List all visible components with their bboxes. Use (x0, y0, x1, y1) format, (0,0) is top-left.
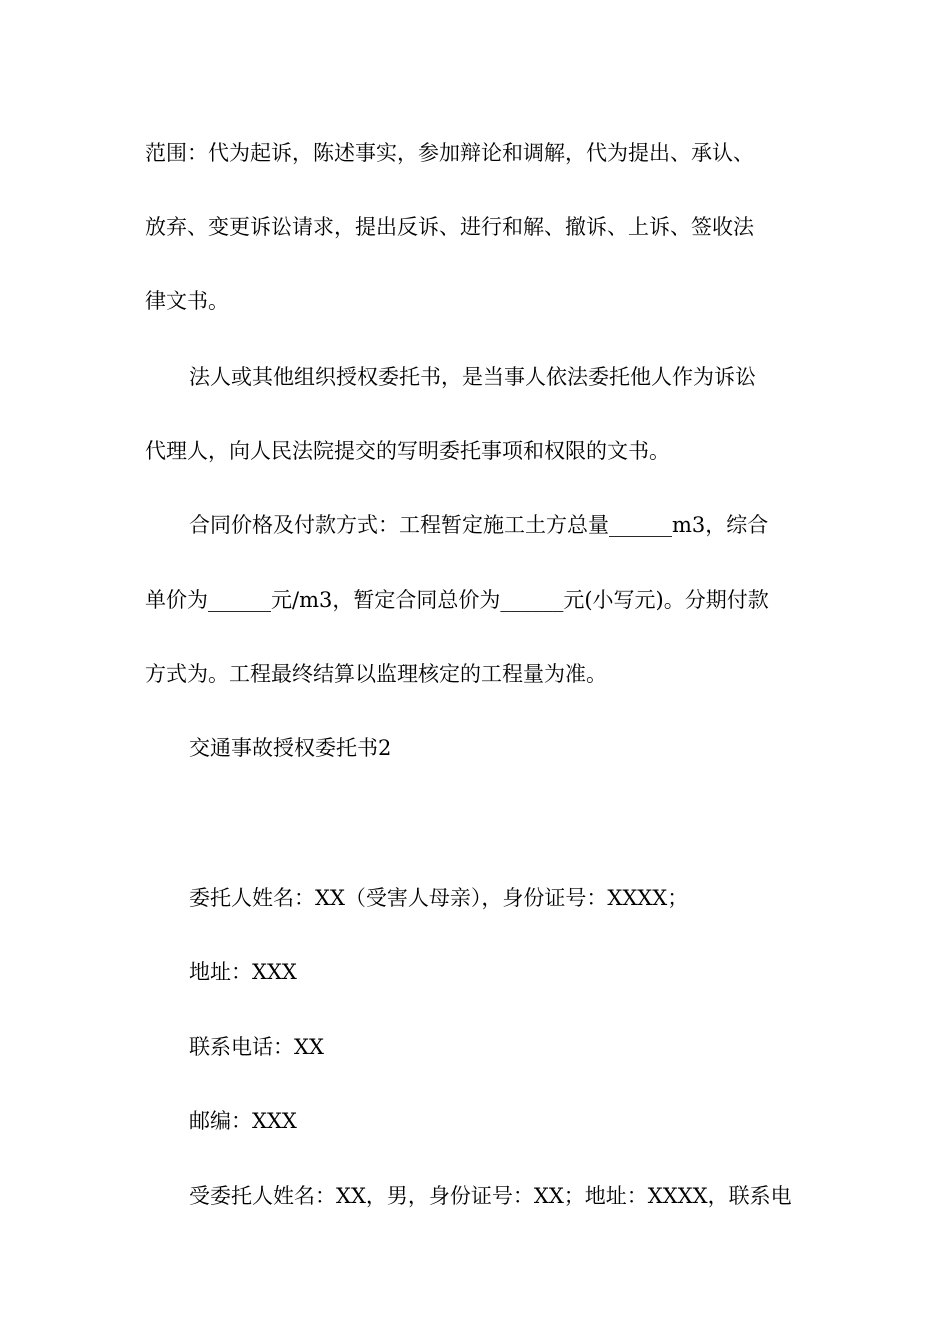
text-line-definition-cont: 代理人，向人民法院提交的写明委托事项和权限的文书。 (145, 439, 670, 463)
section-heading: 交通事故授权委托书2 (189, 736, 392, 760)
text-line-address: 地址：XXX (189, 960, 297, 984)
text-line-phone: 联系电话：XX (189, 1035, 324, 1059)
text-line-contract-price: 合同价格及付款方式：工程暂定施工土方总量______m3，综合 (189, 513, 769, 537)
text-line-scope-cont: 放弃、变更诉讼请求，提出反诉、进行和解、撤诉、上诉、签收法 (145, 215, 754, 239)
text-line-scope-end: 律文书。 (145, 289, 229, 313)
text-line-contract-price-end: 方式为。工程最终结算以监理核定的工程量为准。 (145, 662, 607, 686)
text-line-scope: 范围：代为起诉，陈述事实，参加辩论和调解，代为提出、承认、 (145, 141, 754, 165)
text-line-postcode: 邮编：XXX (189, 1109, 297, 1133)
text-line-definition: 法人或其他组织授权委托书，是当事人依法委托他人作为诉讼 (189, 365, 756, 389)
text-line-agent: 受委托人姓名：XX，男，身份证号：XX；地址：XXXX，联系电 (189, 1184, 792, 1208)
text-line-contract-price-cont: 单价为______元/m3，暂定合同总价为______元(小写元)。分期付款 (145, 588, 769, 612)
text-line-principal: 委托人姓名：XX（受害人母亲），身份证号：XXXX； (189, 886, 689, 910)
